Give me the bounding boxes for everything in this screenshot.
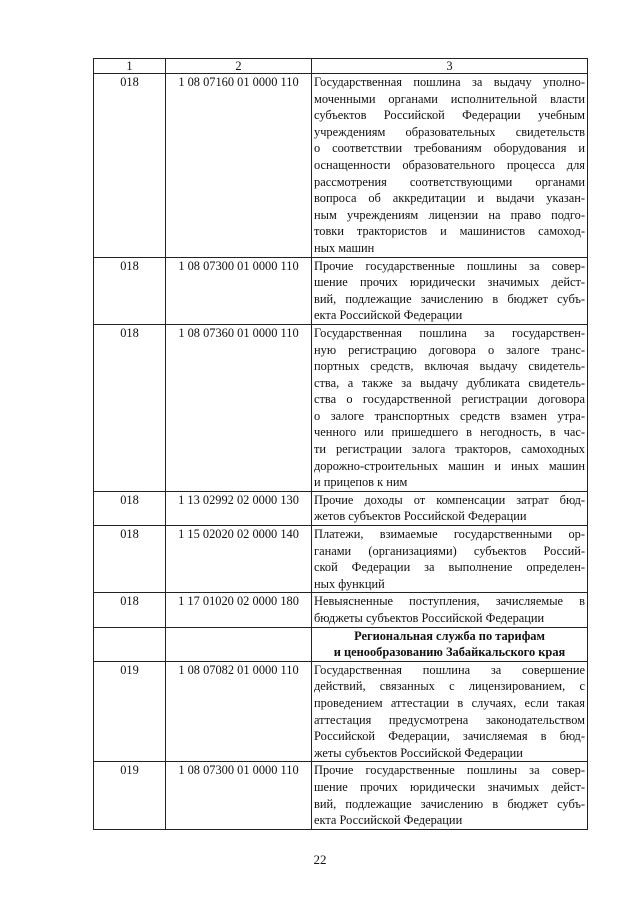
section-heading	[312, 627, 588, 661]
revenue-codes-table	[93, 58, 588, 830]
description-line: аттестация предусмотрена законодательством	[314, 712, 585, 727]
budget-code-cell: 1 08 07300 01 0000 110	[166, 762, 312, 829]
description-line: вий, подлежащие зачислению в бюджет субъ-	[314, 796, 585, 811]
description-line: Невыясненные поступления, зачисляемые в	[314, 594, 585, 609]
description-line: рассмотрения соответствующими органами	[314, 174, 585, 189]
description-line: вий, подлежащие зачислению в бюджет субъ-	[314, 291, 585, 306]
description-cell	[312, 324, 588, 491]
budget-code-cell: 1 08 07300 01 0000 110	[166, 257, 312, 324]
description-line: ганами (организациями) субъектов Россий-	[314, 543, 585, 558]
budget-code-cell: 1 17 01020 02 0000 180	[166, 593, 312, 627]
description-line: оснащенности образовательного процесса для	[314, 157, 585, 172]
table-row	[94, 526, 588, 593]
description-line: и прицепов к ним	[314, 475, 408, 490]
admin-code-cell: 018	[94, 526, 166, 593]
table-row	[94, 324, 588, 491]
description-line: портных средств, включая выдачу свидетель-	[314, 359, 585, 374]
section-heading-line: Региональная служба по тарифам	[354, 628, 545, 643]
description-line: жетов субъектов Российской Федерации	[314, 509, 527, 524]
description-line: субъектов Российской Федерации учебным	[314, 108, 585, 123]
description-cell	[312, 593, 588, 627]
description-cell	[312, 74, 588, 258]
table-row	[94, 762, 588, 829]
description-line: Платежи, взимаемые государственными ор-	[314, 527, 585, 542]
description-line: проведением аттестации в случаях, если такая	[314, 695, 585, 710]
description-line: шение прочих юридически значимых дейст-	[314, 275, 585, 290]
table-body	[94, 74, 588, 830]
description-line: ченного или пришедшего в негодность, в час-	[314, 425, 585, 440]
description-line: товки трактористов и машинистов самоход-	[314, 224, 585, 239]
description-line: учреждениям образовательных свидетельств	[314, 124, 585, 139]
description-line: ных функций	[314, 576, 385, 591]
description-line: жеты субъектов Российской Федерации	[314, 745, 523, 760]
description-line: моченными органами исполнительной власти	[314, 91, 585, 106]
table-row	[94, 491, 588, 525]
description-line: Российской Федерации, зачисляемая в бюд-	[314, 729, 585, 744]
description-line: Прочие государственные пошлины за совер-	[314, 763, 585, 778]
admin-code-cell: 019	[94, 762, 166, 829]
description-cell	[312, 257, 588, 324]
table-row	[94, 74, 588, 258]
table-row	[94, 257, 588, 324]
budget-code-cell: 1 08 07160 01 0000 110	[166, 74, 312, 258]
description-line: действий, связанных с лицензированием, с	[314, 679, 585, 694]
description-line: дорожно-строительных машин и иных машин	[314, 458, 585, 473]
empty-cell	[166, 627, 312, 661]
table-row	[94, 593, 588, 627]
description-cell	[312, 491, 588, 525]
description-cell	[312, 526, 588, 593]
budget-code-cell: 1 13 02992 02 0000 130	[166, 491, 312, 525]
description-line: ства о государственной регистрации договора	[314, 392, 585, 407]
description-line: бюджеты субъектов Российской Федерации	[314, 611, 545, 625]
admin-code-cell: 018	[94, 257, 166, 324]
description-line: Государственная пошлина за совершение	[314, 662, 585, 677]
description-line: екта Российской Федерации	[314, 308, 463, 323]
header-col-2: 2	[166, 59, 312, 74]
description-line: о залоге транспортных средств взамен утра-	[314, 408, 585, 423]
description-line: ных машин	[314, 240, 375, 255]
section-row	[94, 627, 588, 661]
page-number: 22	[313, 852, 327, 867]
section-heading-line: и ценообразованию Забайкальского края	[333, 645, 566, 660]
description-line: Прочие доходы от компенсации затрат бюд-	[314, 492, 585, 507]
admin-code-cell: 018	[94, 491, 166, 525]
table-row	[94, 661, 588, 762]
admin-code-cell: 018	[94, 74, 166, 258]
admin-code-cell: 018	[94, 324, 166, 491]
budget-code-cell: 1 15 02020 02 0000 140	[166, 526, 312, 593]
description-line: вопроса об аккредитации и выдачи указан-	[314, 191, 585, 206]
description-line: ти регистрации залога тракторов, самоходных	[314, 442, 585, 457]
budget-code-cell: 1 08 07360 01 0000 110	[166, 324, 312, 491]
description-line: ской Федерации за выполнение определен-	[314, 560, 585, 575]
description-line: шение прочих юридически значимых дейст-	[314, 779, 585, 794]
admin-code-cell: 019	[94, 661, 166, 762]
description-line: ства, а также за выдачу дубликата свидетель-	[314, 375, 585, 390]
description-line: екта Российской Федерации	[314, 813, 463, 828]
description-line: Государственная пошлина за государствен-	[314, 325, 585, 340]
header-col-3: 3	[312, 59, 588, 74]
header-row	[94, 59, 588, 74]
description-line: о соответствии требованиям оборудования и	[314, 141, 585, 156]
description-line: ную регистрацию договора о залоге транс-	[314, 342, 585, 357]
header-col-1: 1	[94, 59, 166, 74]
description-line: Прочие государственные пошлины за совер-	[314, 258, 585, 273]
empty-cell	[94, 627, 166, 661]
table-header	[94, 59, 588, 74]
description-line: Государственная пошлина за выдачу уполно-	[314, 75, 585, 89]
description-cell	[312, 762, 588, 829]
description-line: ным учреждениям лицензии на право подго-	[314, 207, 585, 222]
admin-code-cell: 018	[94, 593, 166, 627]
description-cell	[312, 661, 588, 762]
budget-code-cell: 1 08 07082 01 0000 110	[166, 661, 312, 762]
